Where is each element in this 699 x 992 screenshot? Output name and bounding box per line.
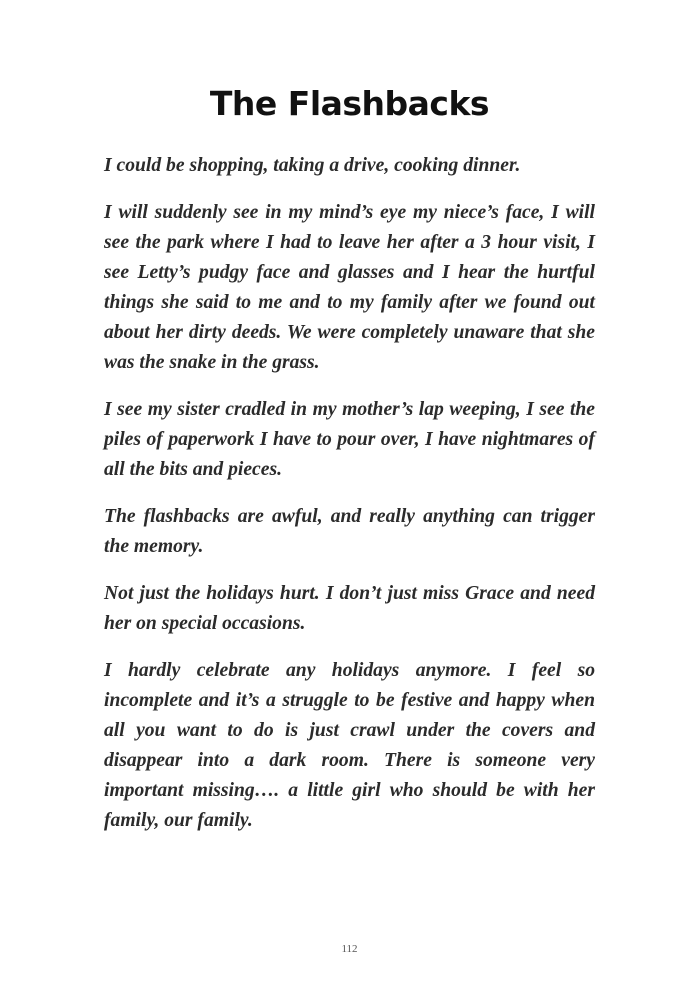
chapter-title: The Flashbacks [209,84,490,123]
paragraph-6: I hardly celebrate any holidays anymore. I feel so incomplete and it’s a struggle to be festive and happy when all you want to do is just crawl under the covers and disappear into a dark room. There is someone very important missing…. a little girl who should be with her family, our family. [104,660,595,831]
paragraph-5: Not just the holidays hurt. I don’t just miss Grace and need her on special occasions. [104,583,595,634]
paragraph-3: I see my sister cradled in my mother’s lap weeping, I see the piles of paperwork I have to pour over, I have nightmares of all the bits and pieces. [104,399,595,480]
page-number: 112 [341,943,358,955]
paragraph-1: I could be shopping, taking a drive, cooking dinner. [104,155,521,176]
paragraph-4: The flashbacks are awful, and really anything can trigger the memory. [104,506,595,557]
chapter-body [104,151,595,853]
paragraph-2: I will suddenly see in my mind’s eye my niece’s face, I will see the park where I had to leave her after a 3 hour visit, I see Letty’s pudgy face and glasses and I hear the hurtful things she said to me and to my family after we found out about her dirty deeds. We were completely unaware that she was the snake in the grass. [104,202,595,373]
